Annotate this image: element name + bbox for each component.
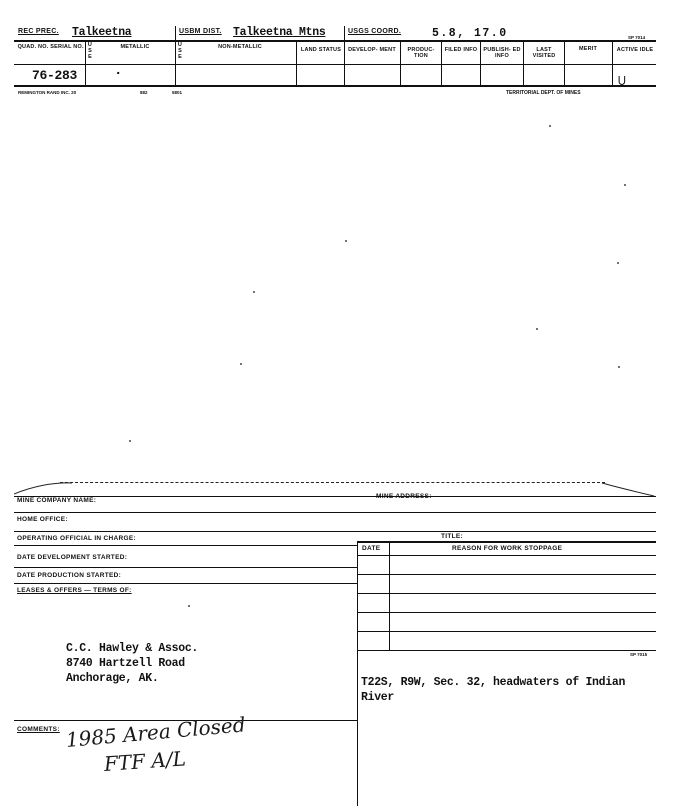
rule	[357, 541, 656, 543]
col-merit: MERIT	[578, 46, 598, 52]
scan-speck	[617, 262, 619, 264]
divider	[441, 42, 442, 86]
form-code-bottom: SP 7015	[630, 652, 648, 657]
card-bottom-rule	[14, 85, 656, 87]
scan-speck	[345, 240, 347, 242]
col-active-idle: ACTIVE IDLE	[616, 47, 654, 53]
address-line: C.C. Hawley & Assoc.	[66, 642, 199, 655]
location-line: River	[361, 691, 395, 704]
title-label: TITLE:	[441, 533, 464, 540]
home-office-label: HOME OFFICE:	[17, 516, 68, 523]
divider	[564, 42, 565, 86]
territorial-dept: TERRITORIAL DEPT. OF MINES	[506, 90, 581, 96]
usbm-dist-value: Talkeetna Mtns	[233, 26, 326, 39]
col-published-info: PUBLISH- ED INFO	[483, 47, 521, 59]
rule	[14, 567, 357, 568]
card-corner-left	[14, 480, 74, 496]
divider	[175, 26, 176, 42]
rule	[357, 593, 656, 594]
card-corner-right	[600, 480, 656, 500]
address-line: Anchorage, AK.	[66, 672, 159, 685]
usgs-coord-value: 5.8, 17.0	[432, 27, 508, 40]
rule	[14, 496, 656, 497]
scan-speck	[618, 366, 620, 368]
quad-number-value: 76-283	[32, 68, 78, 83]
col-development: DEVELOP- MENT	[348, 47, 396, 53]
divider	[344, 26, 345, 42]
company-address	[66, 641, 198, 686]
stoppage-date-header: DATE	[362, 545, 381, 552]
col-use-1: U S E	[87, 42, 93, 60]
divider	[85, 42, 86, 86]
card-edge	[60, 482, 605, 483]
comments-label: COMMENTS:	[17, 726, 60, 733]
rule	[357, 555, 656, 556]
location-line: T22S, R9W, Sec. 32, headwaters of Indian	[361, 676, 626, 689]
leases-label: LEASES & OFFERS — TERMS OF:	[17, 587, 132, 594]
rule	[357, 650, 656, 651]
operating-official-label: OPERATING OFFICIAL IN CHARGE:	[17, 535, 136, 542]
handwritten-comment-2: FTF A/L	[103, 746, 187, 776]
location-description	[361, 675, 625, 705]
scan-speck	[240, 363, 242, 365]
handwritten-comment-1: 1985 Area Closed	[64, 712, 247, 752]
address-line: 8740 Hartzell Road	[66, 657, 185, 670]
scan-speck	[549, 125, 551, 127]
printer-credit: REMINGTON RAND INC. 20	[18, 90, 77, 95]
rec-prec-value: Talkeetna	[72, 26, 132, 39]
rule	[357, 612, 656, 613]
serial-mark: ·	[114, 66, 123, 82]
mine-address-label: MINE ADDRESS:	[376, 493, 432, 500]
printer-code-1: 882	[140, 90, 148, 95]
divider	[344, 42, 345, 86]
col-serial-no: SERIAL NO.	[50, 44, 84, 50]
form-code: SP 7014	[628, 35, 646, 40]
rule	[14, 583, 357, 584]
rule	[14, 545, 357, 546]
divider	[523, 42, 524, 86]
rule	[14, 531, 656, 532]
header-rule	[14, 40, 656, 42]
column-rule	[14, 64, 656, 65]
usgs-coord-label: USGS COORD.	[348, 28, 402, 35]
date-development-label: DATE DEVELOPMENT STARTED:	[17, 554, 128, 561]
stoppage-reason-header: REASON FOR WORK STOPPAGE	[452, 545, 563, 552]
scan-speck	[253, 291, 255, 293]
printer-code-2: 5801	[172, 90, 183, 95]
col-last-visited: LAST VISITED	[532, 47, 556, 59]
divider	[357, 541, 358, 806]
rule	[14, 512, 656, 513]
scan-speck	[536, 328, 538, 330]
scan-speck	[129, 440, 131, 442]
divider	[175, 42, 176, 86]
usbm-dist-label: USBM DIST.	[179, 28, 222, 35]
col-non-metallic: NON-METALLIC	[218, 44, 262, 50]
divider	[480, 42, 481, 86]
divider	[400, 42, 401, 86]
date-production-label: DATE PRODUCTION STARTED:	[17, 572, 122, 579]
col-production: PRODUC- TION	[407, 47, 435, 59]
rule	[357, 574, 656, 575]
col-use-2: U S E	[177, 42, 183, 60]
col-metallic: METALLIC	[120, 44, 150, 50]
divider	[296, 42, 297, 86]
mine-company-label: MINE COMPANY NAME:	[17, 497, 97, 504]
col-land-status: LAND STATUS	[300, 47, 342, 53]
active-idle-mark: ⊃	[614, 74, 631, 87]
col-quad-no: QUAD. NO.	[17, 44, 49, 50]
rule	[357, 631, 656, 632]
col-filed-info: FILED INFO	[444, 47, 478, 53]
scan-speck	[624, 184, 626, 186]
rec-prec-label: REC PREC.	[18, 28, 59, 35]
scan-speck	[188, 605, 190, 607]
divider	[389, 541, 390, 650]
